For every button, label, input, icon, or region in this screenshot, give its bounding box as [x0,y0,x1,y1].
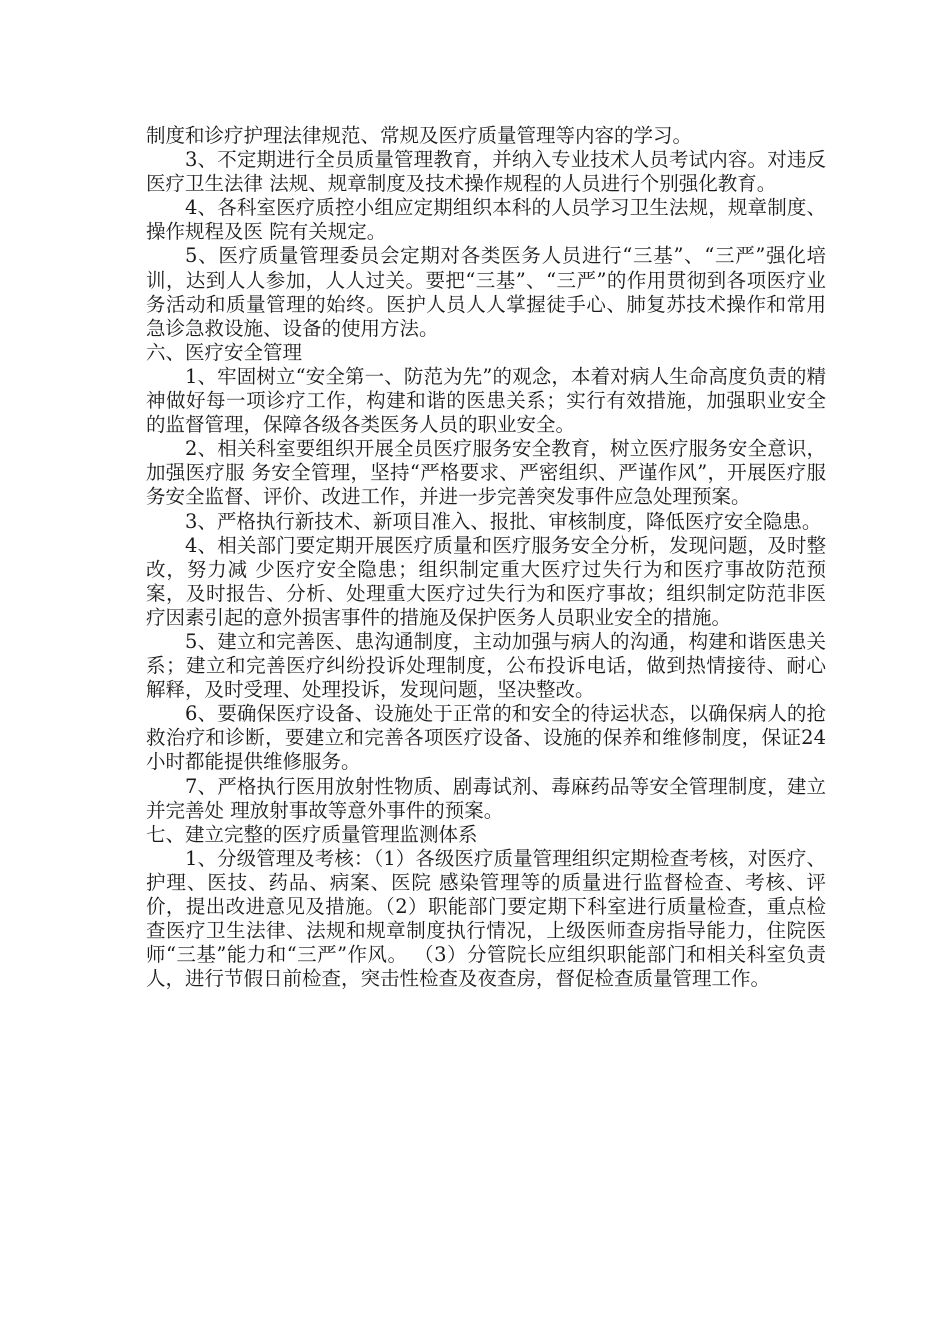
paragraph-safety-1: 1、牢固树立“安全第一、防范为先”的观念，本着对病人生命高度负责的精神做好每一项诊疗工作，构建和谐的医患关系；实行有效措施，加强职业安全的监督管理，保障各级各类医务人员的职业安全。 [146,364,826,437]
paragraph-continuation: 制度和诊疗护理法律规范、常规及医疗质量管理等内容的学习。 [146,124,693,147]
paragraph-safety-3: 3、严格执行新技术、新项目准入、报批、审核制度，降低医疗安全隐患。 [185,509,822,533]
paragraph-safety-2: 2、相关科室要组织开展全员医疗服务安全教育，树立医疗服务安全意识，加强医疗服 务安全管理，坚持“严格要求、严密组织、严谨作风”，开展医疗服务安全监督、评价、改进工作，并进一步完善突发事件应急处理预案。 [146,437,826,509]
paragraph-item-5: 5、医疗质量管理委员会定期对各类医务人员进行“三基”、“三严”强化培训，达到人人参加，人人过关。要把“三基”、“三严”的作用贯彻到各项医疗业务活动和质量管理的始终。医护人员人人掌握徒手心、肺复苏技术操作和常用急诊急救设施、设备的使用方法。 [146,244,826,340]
paragraph-safety-6: 6、要确保医疗设备、设施处于正常的和安全的待运状态，以确保病人的抢救治疗和诊断，要建立和完善各项医疗设备、设施的保养和维修制度，保证24小时都能提供维修服务。 [146,702,826,774]
section-heading-6: 六、医疗安全管理 [146,340,303,364]
paragraph-safety-7: 7、严格执行医用放射性物质、剧毒试剂、毒麻药品等安全管理制度，建立并完善处 理放射事故等意外事件的预案。 [146,774,826,822]
paragraph-monitoring-1: 1、分级管理及考核：（1）各级医疗质量管理组织定期检查考核，对医疗、护理、医技、药品、病案、医院 感染管理等的质量进行监督检查、考核、评价，提出改进意见及措施。（2）职能部门要定期下科室进行质量检查，重点检查医疗卫生法律、法规和规章制度执行情况，上级医师查房指导能力，住院医师“三基”能力和“三严”作风。 （3）分管院长应组织职能部门和相关科室负责人，进行节假日前检查，突击性检查及夜查房，督促检查质量管理工作。 [146,846,826,991]
paragraph-item-3: 3、不定期进行全员质量管理教育，并纳入专业技术人员考试内容。对违反医疗卫生法律 法规、规章制度及技术操作规程的人员进行个别强化教育。 [146,148,826,196]
section-heading-7: 七、建立完整的医疗质量管理监测体系 [146,822,478,846]
paragraph-item-4: 4、各科室医疗质控小组应定期组织本科的人员学习卫生法规，规章制度、操作规程及医 院有关规定。 [146,196,826,244]
paragraph-safety-4: 4、相关部门要定期开展医疗质量和医疗服务安全分析，发现问题，及时整改，努力减 少医疗安全隐患；组织制定重大医疗过失行为和医疗事故防范预案，及时报告、分析、处理重大医疗过失行为和医疗事故；组织制定防范非医疗因素引起的意外损害事件的措施及保护医务人员职业安全的措施。 [146,533,826,629]
document-body [146,124,826,991]
paragraph-safety-5: 5、建立和完善医、患沟通制度，主动加强与病人的沟通，构建和谐医患关系；建立和完善医疗纠纷投诉处理制度，公布投诉电话，做到热情接待、耐心解释，及时受理、处理投诉，发现问题，坚决整改。 [146,629,826,702]
